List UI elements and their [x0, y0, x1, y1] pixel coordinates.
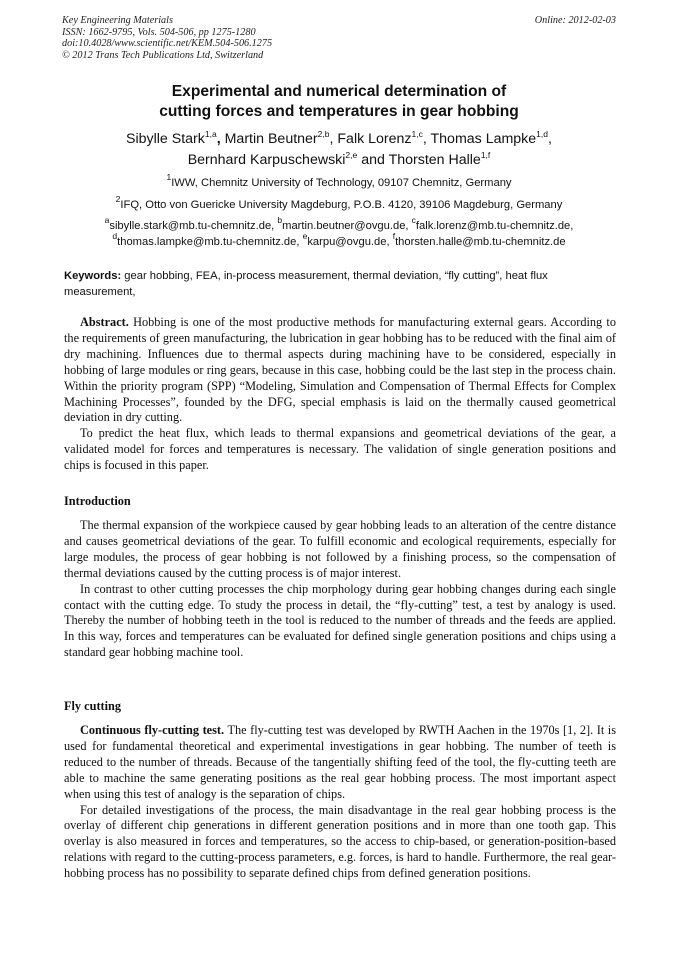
journal-copyright: © 2012 Trans Tech Publications Ltd, Switzerland [62, 49, 264, 61]
affiliation-2 [40, 194, 638, 212]
author-name: Martin Beutner [224, 131, 318, 147]
email-sup: c [411, 215, 416, 225]
author-separator: , [548, 131, 552, 147]
author-conjunction: and [357, 152, 389, 168]
author-sup: 1,f [480, 150, 491, 160]
abstract [64, 315, 616, 474]
email-link[interactable]: karpu@ovgu.de, [307, 235, 393, 248]
title-line-2: cutting forces and temperatures in gear hobbing [159, 102, 519, 120]
journal-issn: ISSN: 1662-9795, Vols. 504-506, pp 1275-1280 [62, 26, 256, 38]
fly-cutting-paragraph-1 [64, 723, 616, 803]
affiliation-text: IFQ, Otto von Guericke University Magdeburg, P.O.B. 4120, 39106 Magdeburg, Germany [120, 199, 563, 211]
affiliation-text: IWW, Chemnitz University of Technology, 09107 Chemnitz, Germany [171, 177, 512, 189]
journal-doi: doi:10.4028/www.scientific.net/KEM.504-506.1275 [62, 38, 273, 50]
email-link[interactable]: sibylle.stark@mb.tu-chemnitz.de, [109, 220, 278, 232]
affiliation-sup: 2 [115, 194, 121, 204]
email-link[interactable]: thomas.lampke@mb.tu-chemnitz.de, [117, 235, 303, 248]
keywords-label: Keywords: [64, 270, 122, 282]
online-date: Online: 2012-02-03 [534, 15, 616, 26]
author-line-1 [40, 129, 638, 150]
fly-cutting-paragraph-2: For detailed investigations of the process, the main disadvantage in the real gear hobbing process is the overlay of different chip generations in different generation positions and in more than one tooth gap. This overlay is also measured in forces and temperatures, so the access to chip-based, or generation-position-based relations with regard to the cutting-process parameters, e.g. forces, is hard to handle. Furthermore, the real gear-hobbing process has no possibility to separate defined chips from defined generation positions. [64, 802, 616, 881]
author-sup: 1,c [411, 129, 423, 139]
journal-header [62, 15, 616, 61]
author-name: Thomas Lampke [430, 131, 537, 147]
email-link[interactable]: thorsten.halle@mb.tu-chemnitz.de [395, 235, 566, 248]
email-sup: a [104, 215, 110, 225]
author-sup: 1,a [204, 129, 217, 139]
author-sup: 2,b [317, 129, 330, 139]
email-line-2 [40, 230, 638, 251]
fly-cutting-text: The fly-cutting test was developed by RWTH Aachen in the 1970s [1, 2]. It is used for fundamental theoretical and experimental investigations in gear hobbing. The number of teeth is reduced to the number of threads. Because of the tangentially shifting feed of the tool, the fly-cutting teeth are able to machine the same generating positions as the real gear hobbing process. The most important aspect when using this test of analogy is the separation of chips. [64, 723, 617, 801]
introduction-body [64, 518, 616, 661]
email-sup: f [392, 230, 396, 241]
email-sup: d [112, 230, 118, 241]
affiliation-sup: 1 [166, 172, 172, 182]
email-link[interactable]: falk.lorenz@mb.tu-chemnitz.de, [415, 220, 574, 232]
abstract-text: Hobbing is one of the most productive methods for manufacturing external gears. According to the requirements of green manufacturing, the lubrication in gear hobbing has to be reduced with the final aim of dry machining. Influences due to thermal aspects during machining have to be considered, especially in hobbing of large modules or ring gears, because in this case, hobbing could be the last step in the process chain. Within the priority program (SPP) “Modeling, Simulation and Compensation of Thermal Effects for Complex Machining Processes”, founded by the DFG, special emphasis is laid on the thermally caused geometrical deviation in dry cutting. [64, 315, 616, 425]
email-sup: b [277, 215, 283, 225]
introduction-paragraph-1: The thermal expansion of the workpiece caused by gear hobbing leads to an alteration of the centre distance and causes geometrical deviations of the gear. To fulfill economic and ecological requirements, especially for large modules, the process of gear hobbing is not followed by a finishing process, so the compensation of thermal deviations caused by the cutting process is of major interest. [64, 518, 616, 580]
journal-name: Key Engineering Materials [62, 15, 173, 26]
author-name: Sibylle Stark [126, 131, 205, 147]
author-separator: , [216, 131, 225, 147]
keywords [64, 269, 616, 300]
email-line-1 [40, 215, 638, 235]
author-sup: 2,e [345, 150, 358, 160]
fly-cutting-lead: Continuous fly-cutting test. [80, 723, 225, 737]
author-sup: 1,d [536, 129, 548, 139]
section-heading-fly-cutting: Fly cutting [64, 699, 122, 713]
abstract-paragraph-2: To predict the heat flux, which leads to thermal expansions and geometrical deviations of the gear, a validated model for forces and temperatures is necessary. The validation of single generation positions and chips is focused in this paper. [64, 426, 616, 473]
abstract-label: Abstract. [80, 315, 129, 329]
email-sup: e [302, 230, 308, 241]
author-name: Falk Lorenz [337, 131, 412, 147]
author-name: Thorsten Halle [388, 152, 481, 168]
author-list [40, 129, 638, 171]
introduction-paragraph-2: In contrast to other cutting processes the chip morphology during gear hobbing changes during each single contact with the cutting edge. To study the process in detail, the “fly-cutting” test, a test by analogy is used. Thereby the number of hobbing teeth in the tool is reduced to the number of threads and the feeds are applied. In this way, forces and temperatures can be evaluated for defined single generation positions and chips using a standard gear hobbing machine tool. [64, 581, 616, 660]
author-separator: , [329, 131, 338, 147]
section-heading-introduction: Introduction [64, 494, 131, 508]
author-separator: , [422, 131, 431, 147]
author-name: Bernhard Karpuschewski [187, 152, 346, 168]
paper-title [40, 82, 638, 121]
fly-cutting-body [64, 723, 616, 882]
keywords-text: gear hobbing, FEA, in-process measurement, thermal deviation, “fly cutting”, heat flux measurement, [64, 270, 548, 298]
author-line-2 [40, 150, 638, 171]
title-line-1: Experimental and numerical determination of [171, 83, 507, 100]
abstract-paragraph-1 [64, 315, 616, 426]
email-list [40, 215, 638, 250]
affiliation-1 [40, 172, 638, 190]
email-link[interactable]: martin.beutner@ovgu.de, [282, 220, 412, 232]
